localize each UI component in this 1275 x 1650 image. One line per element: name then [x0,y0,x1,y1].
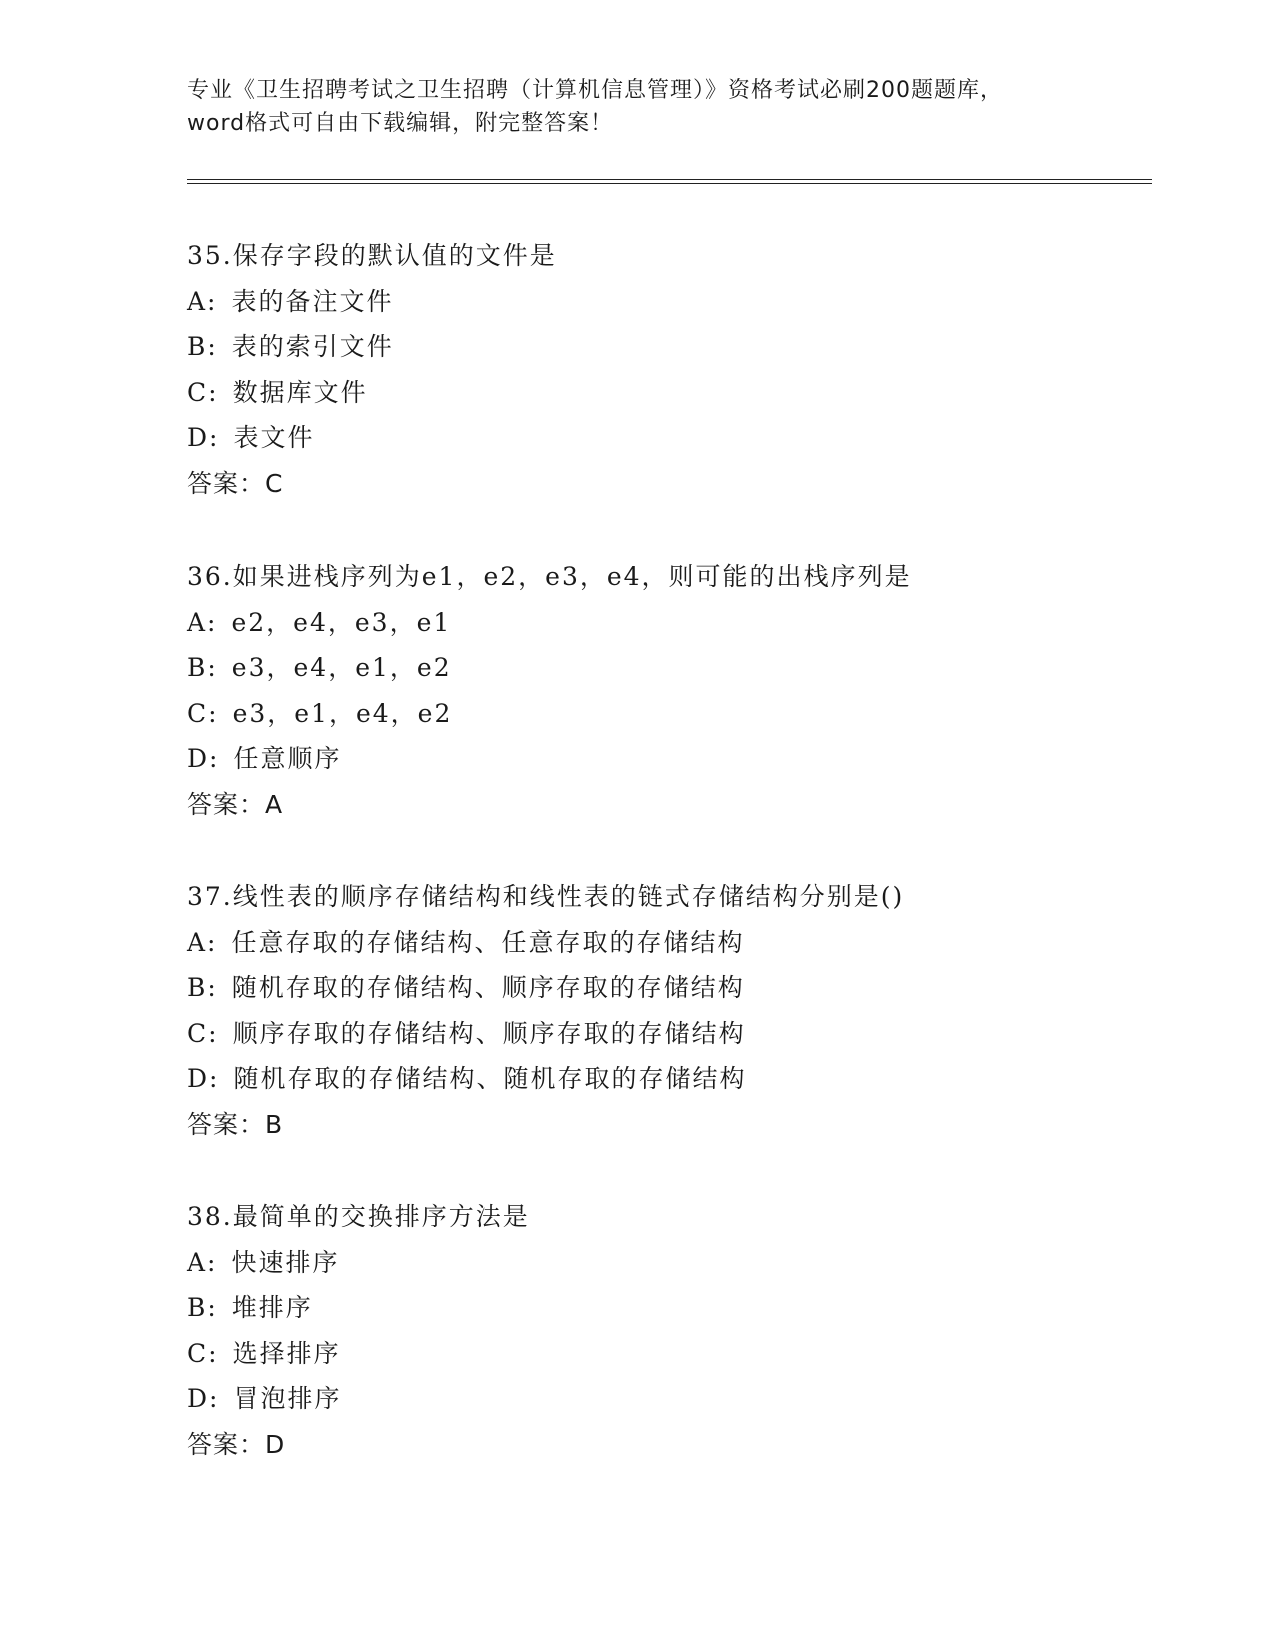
option-d [187,736,1147,782]
option-text: 快速排序 [231,1247,340,1277]
option-text: e3，e1，e4，e2 [232,698,453,728]
option-d [187,1056,1147,1102]
option-label: B: [187,973,218,1002]
option-text: 任意顺序 [233,744,342,773]
question-38 [187,1194,1147,1467]
option-b [187,324,1147,370]
option-label: B: [187,653,218,682]
option-label: C: [187,698,219,728]
option-label: D: [187,423,220,452]
option-text: 表的索引文件 [231,332,394,361]
option-label: A: [187,607,218,637]
option-text: 选择排序 [232,1338,341,1368]
header-line-2: word格式可自由下载编辑，附完整答案！ [187,111,614,136]
option-label: B: [187,332,218,361]
question-35 [187,233,1147,506]
question-36 [187,554,1147,827]
option-label: C: [187,377,219,407]
option-text: 任意存取的存储结构、任意存取的存储结构 [231,927,745,957]
question-stem: 36.如果进栈序列为e1，e2，e3，e4，则可能的出栈序列是 [187,562,912,591]
option-label: C: [187,1338,219,1368]
option-label: D: [187,1384,220,1413]
option-c [187,691,1147,737]
option-a [187,279,1147,325]
question-stem: 35.保存字段的默认值的文件是 [187,241,557,270]
option-text: 数据库文件 [232,377,368,407]
answer-line: 答案：C [187,468,284,498]
option-text: 随机存取的存储结构、顺序存取的存储结构 [231,973,745,1002]
option-b [187,645,1147,691]
header-line-1: 专业《卫生招聘考试之卫生招聘（计算机信息管理）》资格考试必刷200题题库， [187,78,1003,103]
option-label: C: [187,1018,219,1048]
option-b [187,965,1147,1011]
answer-line: 答案：A [187,789,284,819]
option-c [187,370,1147,416]
option-a [187,1240,1147,1286]
header-divider-bottom [187,183,1152,184]
option-b [187,1285,1147,1331]
option-label: A: [187,286,218,316]
option-text: 堆排序 [231,1293,313,1322]
option-c [187,1011,1147,1057]
option-label: D: [187,1064,220,1093]
option-label: A: [187,1247,218,1277]
option-a [187,920,1147,966]
option-c [187,1331,1147,1377]
question-stem: 38.最简单的交换排序方法是 [187,1202,530,1231]
option-label: D: [187,744,220,773]
option-text: e2，e4，e3，e1 [231,607,452,637]
header-divider-top [187,179,1152,180]
option-label: B: [187,1293,218,1322]
option-text: e3，e4，e1，e2 [231,653,452,682]
document-header [187,74,1147,140]
option-text: 表文件 [233,423,315,452]
question-stem: 37.线性表的顺序存储结构和线性表的链式存储结构分别是() [187,882,905,911]
option-label: A: [187,927,218,957]
option-a [187,600,1147,646]
option-d [187,1376,1147,1422]
option-text: 表的备注文件 [231,286,394,316]
answer-line: 答案：B [187,1109,284,1139]
option-text: 随机存取的存储结构、随机存取的存储结构 [233,1064,747,1093]
option-text: 冒泡排序 [233,1384,342,1413]
answer-line: 答案：D [187,1429,286,1459]
option-text: 顺序存取的存储结构、顺序存取的存储结构 [232,1018,746,1048]
option-d [187,415,1147,461]
question-37 [187,874,1147,1147]
